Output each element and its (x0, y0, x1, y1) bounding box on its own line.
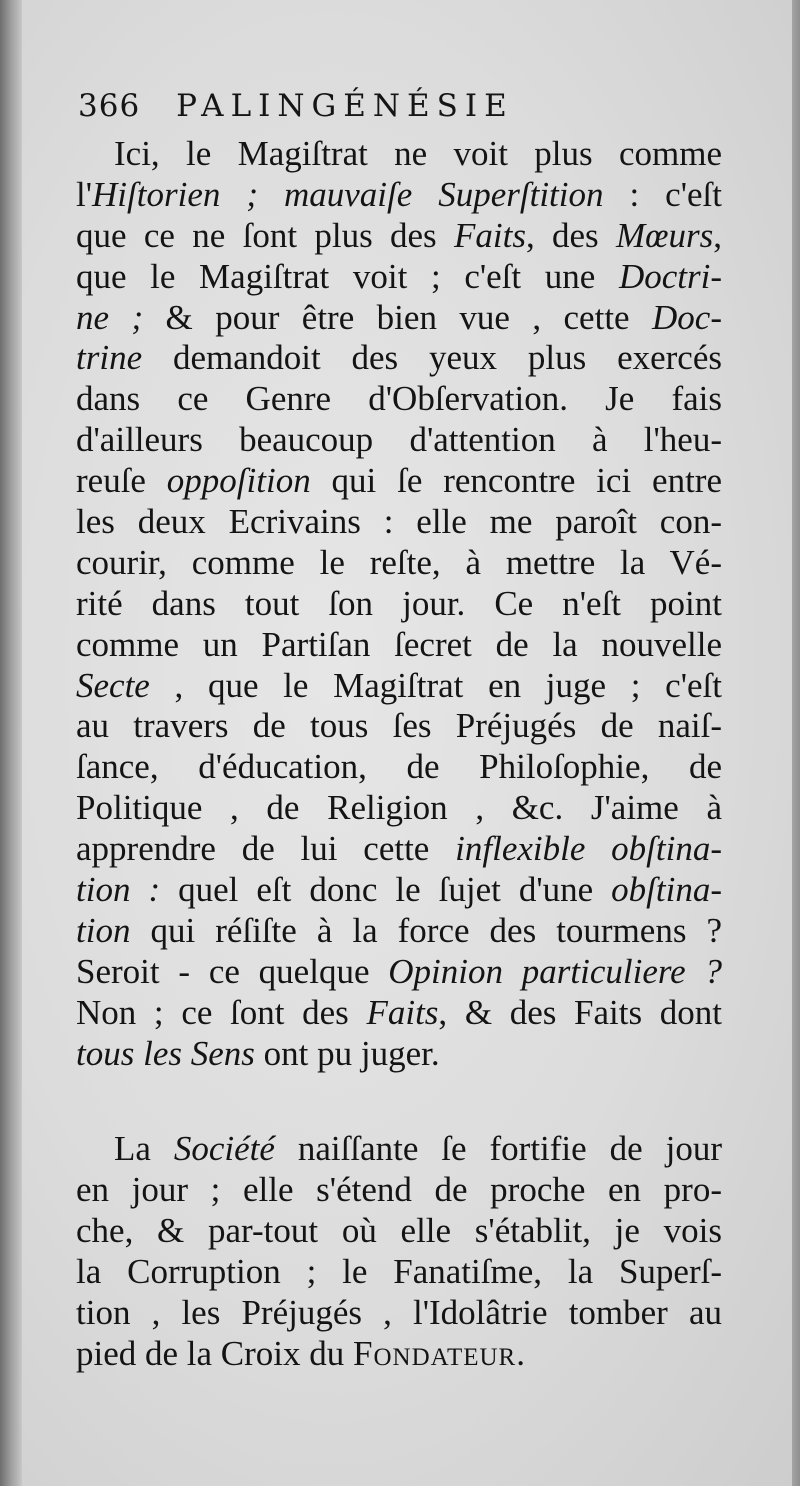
text-segment: , & des Faits dont (438, 992, 722, 1032)
text-line (76, 911, 722, 952)
text-segment: naiſſante ſe fortifie de jour (274, 1129, 722, 1169)
paragraph (76, 134, 722, 1074)
text-segment: les deux Ecrivains : elle me paroît con- (76, 502, 722, 542)
text-segment: comme un Partiſan ſecret de la nouvelle (76, 624, 722, 664)
text-segment: l' (76, 174, 93, 214)
italic-text: inflexible obſtina- (455, 829, 722, 869)
text-line (76, 298, 722, 339)
text-line (76, 1034, 722, 1075)
text-line (76, 175, 722, 216)
text-line (76, 706, 722, 747)
text-line (76, 788, 722, 829)
italic-text: Doc- (652, 297, 722, 337)
italic-text: obſtina- (611, 870, 722, 910)
text-segment: la Corruption ; le Fanatiſme, la Superſ- (76, 1252, 722, 1292)
running-head: PALINGÉNÉSIE (176, 88, 514, 124)
text-line (76, 747, 722, 788)
text-line (76, 1293, 722, 1334)
text-segment: Seroit - ce quelque (76, 951, 389, 991)
text-segment: courir, comme le reſte, à mettre la Vé- (76, 542, 722, 582)
text-line (76, 625, 722, 666)
italic-text: oppoſition (166, 461, 311, 501)
text-segment: en jour ; elle s'étend de proche en pro- (76, 1170, 722, 1210)
italic-text: Opinion particuliere ? (388, 951, 722, 991)
paragraph-gap (76, 1074, 722, 1129)
text-segment: Politique , de Religion , &c. J'aime à (76, 788, 722, 828)
text-line (76, 461, 722, 502)
text-segment: que le Magiſtrat voit ; c'eſt une (76, 256, 619, 296)
text-segment: Non ; ce ſont des (76, 992, 367, 1032)
text-segment: qui réſiſte à la force des tourmens ? (130, 910, 722, 950)
text-line (76, 1129, 722, 1170)
text-segment: apprendre de lui cette (76, 829, 456, 869)
text-line (76, 420, 722, 461)
text-line (76, 1170, 722, 1211)
italic-text: tion : (76, 870, 161, 910)
italic-text: ne ; (76, 297, 144, 337)
italic-text: Société (173, 1129, 275, 1169)
text-line (76, 1211, 722, 1252)
text-segment: La (114, 1129, 174, 1169)
text-line (76, 952, 722, 993)
text-segment: Fondateur. (353, 1333, 526, 1373)
text-segment: rité dans tout ſon jour. Ce n'eſt point (76, 583, 722, 623)
italic-text: Hiſtorien ; mauvaiſe Superſtition (92, 174, 604, 214)
text-segment: qui ſe rencontre ici entre (310, 461, 722, 501)
text-line (76, 379, 722, 420)
italic-text: trine (76, 338, 143, 378)
text-segment: que ce ne ſont plus des (76, 215, 454, 255)
italic-text: Mœurs (616, 215, 714, 255)
text-line (76, 993, 722, 1034)
text-segment: d'ailleurs beaucoup d'attention à l'heu- (76, 420, 722, 460)
text-segment: ont pu juger. (254, 1033, 440, 1073)
text-line (76, 502, 722, 543)
page-header (78, 88, 514, 124)
italic-text: tion (76, 910, 131, 950)
text-line (76, 870, 722, 911)
body-text (76, 134, 722, 1375)
text-line (76, 1334, 722, 1375)
book-page (22, 0, 792, 1486)
text-segment: , que le Magiſtrat en juge ; c'eſt (149, 665, 722, 705)
text-line (76, 1252, 722, 1293)
text-line (76, 338, 722, 379)
page-number: 366 (78, 88, 141, 124)
text-line (76, 134, 722, 175)
text-segment: demandoit des yeux plus exercés (142, 338, 722, 378)
italic-text: Faits (454, 215, 526, 255)
text-segment: ſance, d'éducation, de Philoſophie, de (76, 747, 722, 787)
text-line (76, 257, 722, 298)
text-segment: pied de la Croix du (76, 1333, 354, 1373)
text-line (76, 216, 722, 257)
text-segment: & pour être bien vue , cette (143, 297, 653, 337)
italic-text: Faits (366, 992, 439, 1032)
text-segment: tion , les Préjugés , l'Idolâtrie tomber au (76, 1293, 722, 1333)
italic-text: tous les Sens (76, 1033, 255, 1073)
text-line (76, 829, 722, 870)
text-segment: , des (525, 215, 616, 255)
text-segment: au travers de tous ſes Préjugés de naiſ- (76, 706, 722, 746)
text-line (76, 543, 722, 584)
text-segment: : c'eſt (603, 174, 722, 214)
text-segment: dans ce Genre d'Obſervation. Je fais (76, 379, 722, 419)
paragraph (76, 1129, 722, 1374)
text-segment: quel eſt donc le ſujet d'une (160, 870, 612, 910)
text-segment: Ici, le Magiſtrat ne voit plus comme (114, 134, 722, 173)
text-line (76, 666, 722, 707)
text-line (76, 584, 722, 625)
italic-text: Doctri- (618, 256, 722, 296)
text-segment: reuſe (76, 461, 167, 501)
text-segment: che, & par-tout où elle s'établit, je vois (76, 1211, 722, 1251)
italic-text: Secte (76, 665, 150, 705)
text-segment: , (713, 215, 722, 255)
